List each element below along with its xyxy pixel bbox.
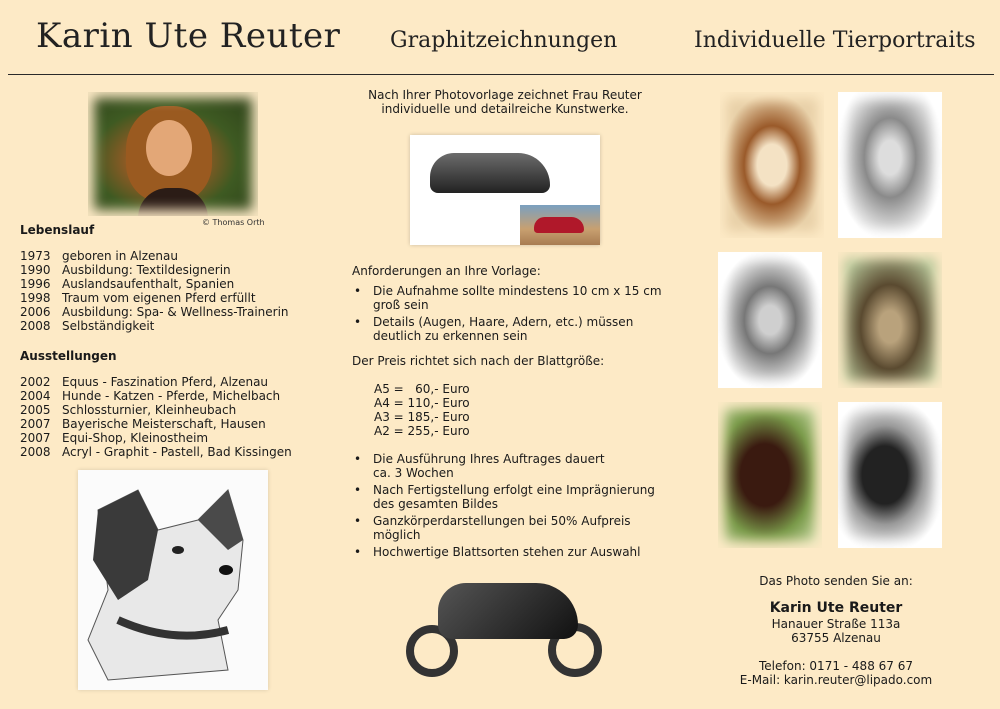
cat-photo	[838, 252, 942, 388]
list-item: • Hochwertige Blattsorten stehen zur Auswahl	[352, 545, 672, 559]
exhibitions-heading: Ausstellungen	[20, 349, 117, 363]
motorcycle-drawing	[398, 565, 610, 695]
artist-portrait-photo	[88, 92, 258, 216]
exhibition-item: 2007 Bayerische Meisterschaft, Hausen	[20, 417, 266, 431]
info-list	[352, 452, 672, 562]
exhibitions-list	[20, 375, 292, 459]
price-item: A2 = 255,- Euro	[374, 424, 470, 438]
subtitle-pet-portraits: Individuelle Tierportraits	[694, 28, 976, 53]
cv-item: 1973 geboren in Alzenau	[20, 249, 178, 263]
exhibition-item: 2004 Hunde - Katzen - Pferde, Michelbach	[20, 389, 281, 403]
cv-item: 2008 Selbständigkeit	[20, 319, 155, 333]
contact-city: 63755 Alzenau	[791, 631, 881, 645]
horse-photo	[718, 402, 822, 548]
price-item: A3 = 185,- Euro	[374, 410, 470, 424]
exhibition-item: 2008 Acryl - Graphit - Pastell, Bad Kissingen	[20, 445, 292, 459]
requirements-list	[352, 284, 672, 346]
basset-hound-photo	[720, 92, 824, 238]
list-item: • Die Aufnahme sollte mindestens 10 cm x 15 cm groß sein	[352, 284, 672, 312]
horse-drawing	[838, 402, 942, 548]
list-item: • Ganzkörperdarstellungen bei 50% Aufpreis möglich	[352, 514, 672, 542]
car-drawing-with-photo	[410, 135, 600, 245]
contact-email[interactable]: E-Mail: karin.reuter@lipado.com	[739, 673, 933, 687]
contact-street: Hanauer Straße 113a	[771, 617, 901, 631]
cv-item: 1990 Ausbildung: Textildesignerin	[20, 263, 231, 277]
requirements-heading: Anforderungen an Ihre Vorlage:	[352, 264, 541, 278]
cat-drawing	[718, 252, 822, 388]
price-list	[374, 382, 470, 438]
intro-text: Nach Ihrer Photovorlage zeichnet Frau Reuter individuelle und detailreiche Kunstwerke.	[368, 88, 642, 116]
cv-item: 1996 Auslandsaufenthalt, Spanien	[20, 277, 235, 291]
cv-item: 1998 Traum vom eigenen Pferd erfüllt	[20, 291, 256, 305]
send-photo-label: Das Photo senden Sie an:	[759, 574, 913, 588]
cv-item: 2006 Ausbildung: Spa- & Wellness-Trainerin	[20, 305, 289, 319]
list-item: • Die Ausführung Ihres Auftrages dauert ca. 3 Wochen	[352, 452, 672, 480]
basset-hound-drawing	[838, 92, 942, 238]
page-title: Karin Ute Reuter	[36, 16, 341, 56]
price-item: A4 = 110,- Euro	[374, 396, 470, 410]
exhibition-item: 2005 Schlossturnier, Kleinheubach	[20, 403, 237, 417]
subtitle-graphite-drawings: Graphitzeichnungen	[390, 28, 618, 53]
header-divider	[8, 74, 994, 75]
exhibition-item: 2007 Equi-Shop, Kleinostheim	[20, 431, 209, 445]
contact-phone: Telefon: 0171 - 488 67 67	[759, 659, 913, 673]
exhibition-item: 2002 Equus - Faszination Pferd, Alzenau	[20, 375, 269, 389]
price-item: A5 = 60,- Euro	[374, 382, 470, 396]
list-item: • Nach Fertigstellung erfolgt eine Imprägnierung des gesamten Bildes	[352, 483, 672, 511]
price-heading: Der Preis richtet sich nach der Blattgröße:	[352, 354, 605, 368]
contact-name: Karin Ute Reuter	[769, 600, 903, 616]
photo-credit: © Thomas Orth	[202, 218, 265, 227]
cv-heading: Lebenslauf	[20, 223, 95, 237]
dog-graphite-drawing	[78, 470, 268, 690]
cv-list	[20, 249, 289, 333]
list-item: • Details (Augen, Haare, Adern, etc.) müssen deutlich zu erkennen sein	[352, 315, 672, 343]
